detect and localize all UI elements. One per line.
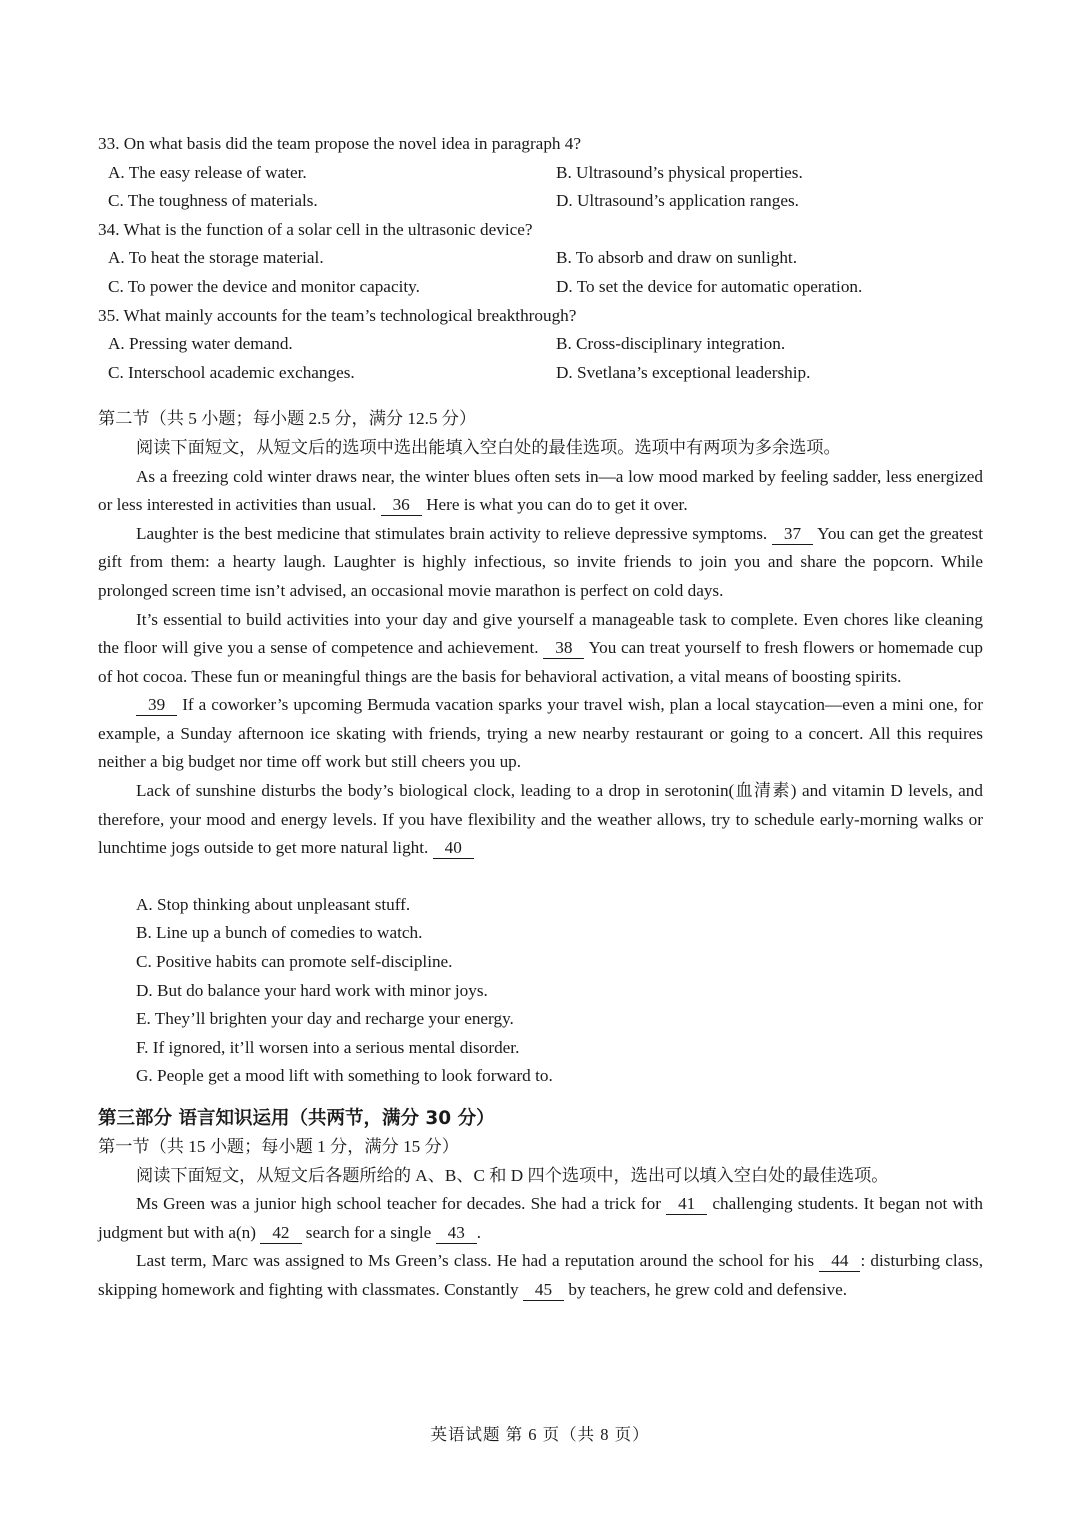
passage-paragraph-2 (98, 520, 983, 606)
exam-page (98, 130, 983, 1305)
passage-paragraph-5 (98, 777, 983, 863)
blank-36: 36 (381, 495, 422, 516)
question-33-options-row-2 (98, 187, 983, 216)
blank-42: 42 (260, 1223, 301, 1244)
choice-a: A. Stop thinking about unpleasant stuff. (136, 894, 411, 914)
paragraph-2-text-a: Laughter is the best medicine that stimulates brain activity to relieve depressive symptoms. (136, 523, 768, 543)
passage-paragraph-1 (98, 463, 983, 520)
part-3-heading: 第三部分 语言知识运用（共两节，满分 30 分） (98, 1108, 495, 1129)
section-2-heading: 第二节（共 5 小题；每小题 2.5 分，满分 12.5 分） (98, 409, 477, 429)
blank-43: 43 (436, 1223, 477, 1244)
page-footer: 英语试题 第 6 页（共 8 页） (430, 1425, 650, 1444)
choice-c: C. Positive habits can promote self-discipline. (136, 952, 453, 972)
option-34-a: A. To heat the storage material. (108, 248, 324, 268)
cloze-1-text-d: . (476, 1222, 482, 1242)
blank-37: 37 (772, 524, 813, 545)
choice-d: D. But do balance your hard work with minor joys. (136, 980, 488, 1000)
answer-choices (98, 891, 983, 1091)
cloze-paragraph-1 (98, 1190, 983, 1247)
option-33-d: D. Ultrasound’s application ranges. (556, 191, 799, 211)
question-34-options-row-2 (98, 273, 983, 302)
question-35-options-row-2 (98, 359, 983, 388)
paragraph-4-text: If a coworker’s upcoming Bermuda vacation sparks your travel wish, plan a local staycation—even a mini one, for example, a Sunday afternoon ice skating with friends, trying a new nearby restaurant or going to a concert. All this requires neither a big budget nor time off work but still cheers you up. (98, 695, 983, 772)
cloze-1-text-c: search for a single (305, 1222, 432, 1242)
question-33-stem: 33. On what basis did the team propose the novel idea in paragraph 4? (98, 134, 582, 153)
option-35-b: B. Cross-disciplinary integration. (556, 334, 786, 354)
option-33-a: A. The easy release of water. (108, 162, 307, 182)
question-33-options-row-1 (98, 159, 983, 188)
option-34-b: B. To absorb and draw on sunlight. (556, 248, 797, 268)
option-35-d: D. Svetlana’s exceptional leadership. (556, 362, 811, 382)
option-33-b: B. Ultrasound’s physical properties. (556, 162, 803, 182)
question-34-options-row-1 (98, 244, 983, 273)
paragraph-1-text-b: Here is what you can do to get it over. (426, 495, 688, 515)
choice-g: G. People get a mood lift with something to look forward to. (136, 1066, 553, 1086)
blank-44: 44 (819, 1251, 860, 1272)
question-34-stem: 34. What is the function of a solar cell in the ultrasonic device? (98, 219, 533, 239)
section-2-instruction: 阅读下面短文，从短文后的选项中选出能填入空白处的最佳选项。选项中有两项为多余选项。 (136, 437, 841, 457)
choice-b: B. Line up a bunch of comedies to watch. (136, 923, 423, 943)
passage-paragraph-4 (98, 691, 983, 777)
blank-40: 40 (433, 838, 474, 859)
option-35-a: A. Pressing water demand. (108, 334, 293, 354)
cloze-paragraph-2 (98, 1247, 983, 1304)
blank-41: 41 (666, 1194, 707, 1215)
question-35-options-row-1 (98, 330, 983, 359)
cloze-2-text-c: by teachers, he grew cold and defensive. (568, 1279, 848, 1299)
choice-e: E. They’ll brighten your day and recharge your energy. (136, 1009, 514, 1029)
paragraph-1-text-a: As a freezing cold winter draws near, the winter blues often sets in—a low mood marked by feeling sadder, less energized or less interested in activities than usual. (98, 466, 983, 515)
passage-paragraph-3 (98, 606, 983, 692)
part-3-instruction: 阅读下面短文，从短文后各题所给的 A、B、C 和 D 四个选项中，选出可以填入空白处的最佳选项。 (136, 1165, 889, 1185)
option-33-c: C. The toughness of materials. (108, 191, 318, 211)
paragraph-5-text: Lack of sunshine disturbs the body’s biological clock, leading to a drop in serotonin(血清素) and vitamin D levels, and therefore, your mood and energy levels. If you have flexibility and the weather allows, try to schedule early-morning walks or lunchtime jogs outside to get more natural light. (98, 781, 983, 858)
question-35-stem: 35. What mainly accounts for the team’s technological breakthrough? (98, 305, 577, 325)
paragraph-3-text-a: It’s essential to build activities into your day and give yourself a manageable task to complete. Even chores like cleaning the floor will give you a sense of competence and achievement. (98, 609, 983, 658)
cloze-1-text-b: challenging students. It began not with judgment but with a(n) (98, 1194, 984, 1242)
part-3-section-1-heading: 第一节（共 15 小题；每小题 1 分，满分 15 分） (98, 1137, 459, 1156)
blank-38: 38 (543, 638, 584, 659)
option-35-c: C. Interschool academic exchanges. (108, 362, 355, 382)
cloze-2-text-b: : disturbing class, skipping homework and fighting with classmates. Constantly (98, 1251, 983, 1299)
cloze-1-text-a: Ms Green was a junior high school teacher for decades. She had a trick for (136, 1194, 661, 1214)
choice-f: F. If ignored, it’ll worsen into a serious mental disorder. (136, 1037, 520, 1057)
paragraph-2-text-b: You can get the greatest gift from them: a hearty laugh. Laughter is highly infectious, so invite friends to join you and share the popcorn. While prolonged screen time isn’t advised, an occasional movie marathon is perfect on cold days. (98, 523, 983, 600)
option-34-d: D. To set the device for automatic operation. (556, 276, 863, 296)
option-34-c: C. To power the device and monitor capacity. (108, 276, 420, 296)
blank-45: 45 (523, 1280, 564, 1301)
blank-39: 39 (136, 695, 177, 716)
paragraph-3-text-b: You can treat yourself to fresh flowers or homemade cup of hot cocoa. These fun or meaningful things are the basis for behavioral activation, a vital means of boosting spirits. (98, 638, 983, 686)
cloze-2-text-a: Last term, Marc was assigned to Ms Green’s class. He had a reputation around the school for his (136, 1251, 815, 1271)
